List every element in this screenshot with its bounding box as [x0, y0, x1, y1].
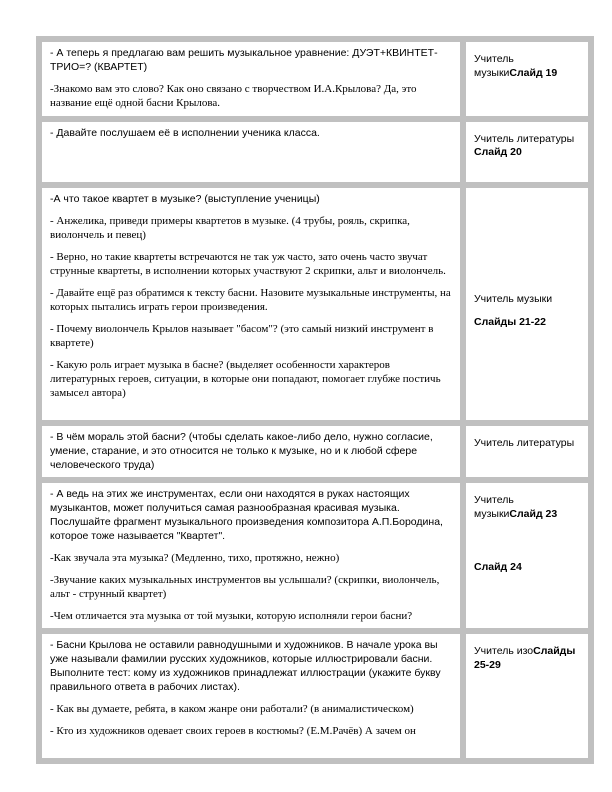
- role-label: Учитель музыки: [474, 293, 553, 305]
- activity-line: - Какую роль играет музыка в басне? (выделяет особенности характеров литературных героев, ситуации, в которые они попадают, помогает глубже постичь замысел автора): [50, 359, 441, 399]
- activity-cell: [39, 119, 463, 185]
- activity-cell: [39, 39, 463, 119]
- activity-line: - Почему виолончель Крылов называет "басом"? (это самый низкий инструмент в квартете): [50, 323, 434, 349]
- activity-line: - В чём мораль этой басни? (чтобы сделать какое-либо дело, нужно согласие, умение, старание, и это относится не только к музыке, но и к любой сфере человеческого труда): [50, 431, 433, 471]
- role-text: [474, 52, 582, 80]
- role-cell: [463, 423, 591, 480]
- slide-label: Слайд 20: [474, 146, 522, 158]
- activity-line: -Как звучала эта музыка? (Медленно, тихо, протяжно, нежно): [50, 552, 340, 564]
- slide-label: Слайды 21-22: [474, 316, 546, 328]
- activity-line: -Чем отличается эта музыка от той музыки, которую исполняли герои басни?: [50, 610, 413, 622]
- role-label: Учитель литературы: [474, 437, 575, 449]
- activity-line: - Верно, но такие квартеты встречаются не так уж часто, зато очень часто звучат струнные квартеты, в исполнении которых участвуют 2 скрипки, альт и виолончель.: [50, 251, 446, 277]
- role-text: [474, 493, 582, 521]
- role-cell: [463, 39, 591, 119]
- activity-line: -А что такое квартет в музыке? (выступление ученицы): [50, 193, 320, 205]
- activity-line: -Звучание каких музыкальных инструментов вы услышали? (скрипки, виолончель, альт - струнный квартет): [50, 574, 440, 600]
- table-row: [39, 119, 591, 185]
- role-label: Учитель музыки: [474, 53, 514, 79]
- slide-label: Слайд 19: [509, 67, 558, 79]
- table-row: [39, 631, 591, 761]
- table-row: [39, 423, 591, 480]
- activity-line: - Как вы думаете, ребята, в каком жанре они работали? (в анималистическом): [50, 703, 414, 715]
- activity-cell: [39, 631, 463, 761]
- slide-label: Слайды 25-29: [474, 645, 576, 671]
- role-cell: [463, 631, 591, 761]
- table-row: [39, 480, 591, 631]
- slide-label-2: Слайд 24: [474, 561, 522, 573]
- activity-line: - Басни Крылова не оставили равнодушными и художников. В начале урока вы уже называли фамилии русских художников, которые иллюстрировали басни. Выполните тест: кому из художников принадлежат иллюстрации (укажите букву правильного ответа в рабочих листах).: [50, 639, 441, 693]
- table-row: [39, 39, 591, 119]
- activity-line: - А ведь на этих же инструментах, если они находятся в руках настоящих музыкантов, может получиться самая разнообразная красивая музыка. Послушайте фрагмент музыкального произведения композитора А.П.Бородина, которое тоже называется "Квартет".: [50, 488, 443, 542]
- page: [36, 36, 582, 764]
- activity-line: -Знакомо вам это слово? Как оно связано с творчеством И.А.Крылова? Да, это название ещё одной басни Крылова.: [50, 83, 417, 109]
- role-label: Учитель литературы: [474, 133, 575, 145]
- activity-line: - Анжелика, приведи примеры квартетов в музыке. (4 трубы, рояль, скрипка, виолончель и певец): [50, 215, 410, 241]
- activity-cell: [39, 480, 463, 631]
- table-row: [39, 185, 591, 423]
- role-label: Учитель изо: [474, 645, 534, 657]
- role-text: [474, 644, 582, 672]
- activity-cell: [39, 423, 463, 480]
- activity-line: - Давайте ещё раз обратимся к тексту басни. Назовите музыкальные инструменты, на которых пытались играть герои произведения.: [50, 287, 451, 313]
- role-cell: [463, 185, 591, 423]
- role-cell: [463, 480, 591, 631]
- lesson-plan-table: [36, 36, 594, 764]
- activity-line: - Кто из художников одевает своих героев в костюмы? (Е.М.Рачёв) А зачем он: [50, 725, 416, 737]
- activity-line: - А теперь я предлагаю вам решить музыкальное уравнение: ДУЭТ+КВИНТЕТ-ТРИО=? (КВАРТЕТ): [50, 47, 438, 73]
- activity-cell: [39, 185, 463, 423]
- slide-label: Слайд 23: [509, 508, 558, 520]
- activity-line: - Давайте послушаем её в исполнении ученика класса.: [50, 127, 320, 139]
- role-cell: [463, 119, 591, 185]
- role-label: Учитель музыки: [474, 494, 514, 520]
